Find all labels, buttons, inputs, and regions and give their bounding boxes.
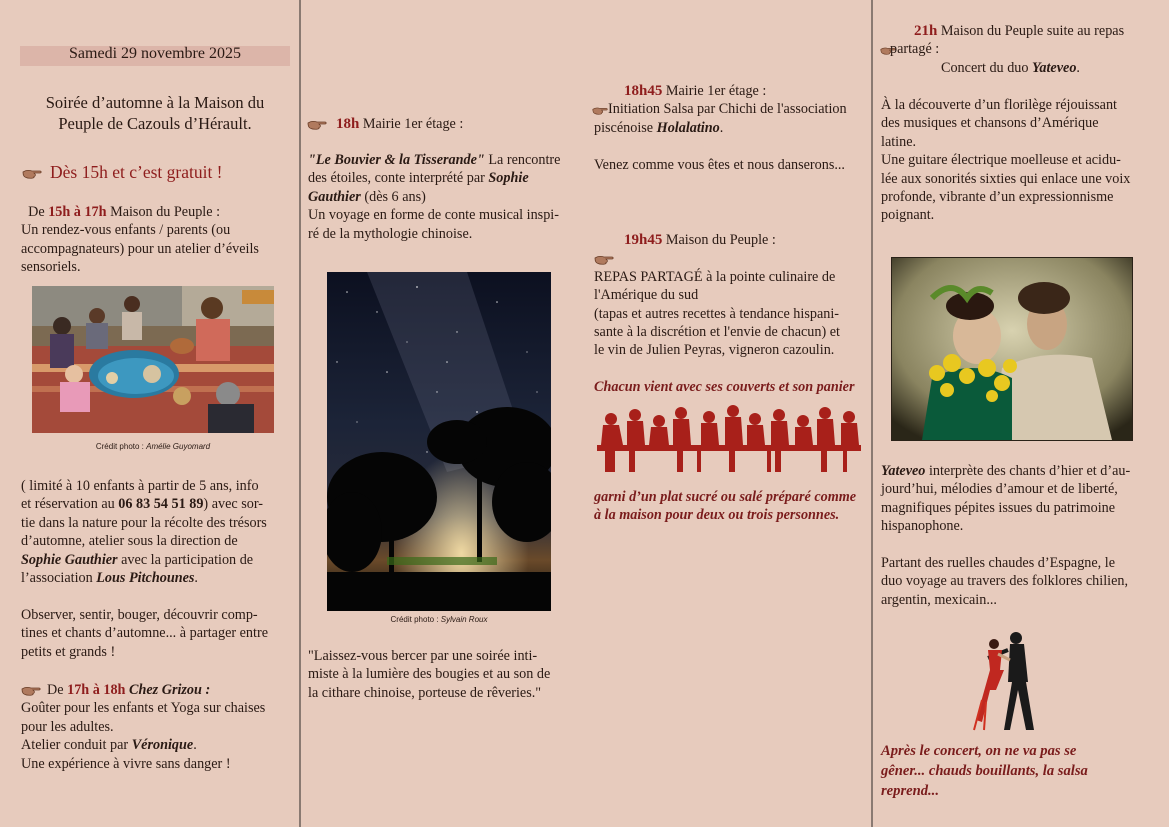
pointing-hand-icon	[594, 254, 614, 265]
tango-dancers-illustration	[968, 630, 1048, 732]
bring-cutlery: Chacun vient avec ses couverts et son panier	[594, 379, 855, 395]
block-journey: Partant des ruelles chaudes d’Espagne, le duo voyage au travers des folklores chilien, argentin, mexicain...	[881, 555, 1129, 608]
block-discovery: À la découverte d’un florilège réjouissant des musiques et chansons d’Amérique latine. Une guitare électrique moelleuse et acidu- lée aux sonorités sixties qui enlace une voix profonde, vibrante d’un expressionnisme poignant.	[881, 97, 1131, 224]
photo-yateveo-duo	[891, 257, 1133, 441]
pointing-hand-icon	[307, 119, 327, 130]
column-divider-1	[299, 0, 301, 827]
block-dish: garni d’un plat sucré ou salé préparé comme à la maison pour deux ou trois personnes.	[594, 489, 857, 524]
block-meal: 19h45 Maison du Peuple : REPAS PARTAGÉ à la pointe culinaire de l'Amérique du sud (tapas et autres recettes à tendance hispani- sante à la discrétion et l'envie de chacun) et le vin de Julien Peyras, vigneron cazoulin.	[594, 232, 840, 359]
pointing-hand-icon	[21, 685, 41, 696]
time-15h-17h: 15h à 17h	[48, 204, 107, 220]
free-headline	[22, 161, 223, 183]
pointing-hand-icon	[22, 168, 42, 179]
block-details: ( limité à 10 enfants à partir de 5 ans, info et réservation au 06 83 54 51 89) avec sor- tie dans la nature pour la récolte des trésors d’automne, atelier sous la direction de Sophie Gauthier avec la participation de l’association Lous Pitchounes.	[21, 478, 267, 587]
photo-starry-night	[327, 272, 551, 611]
block-18h-header: 18h Mairie 1er étage :	[307, 115, 463, 133]
photo-children-workshop	[32, 286, 274, 433]
photo-credit-1: Crédit photo : Amélie Guyomard	[95, 442, 211, 451]
event-title-line2: Peuple de Cazouls d’Hérault.	[58, 114, 252, 133]
phone-number: 06 83 54 51 89	[118, 496, 204, 513]
block-grizou: De 17h à 18h Chez Grizou : Goûter pour les enfants et Yoga sur chaises pour les adultes. Atelier conduit par Véronique. Une expérience à vivre sans danger !	[21, 682, 266, 772]
block-tale: "Le Bouvier & la Tisserande" La rencontre des étoiles, conte interprété par Sophie Gauthier (dès 6 ans) Un voyage en forme de conte musical inspi- ré de la mythologie chinoise.	[308, 152, 561, 242]
block-after-concert: Après le concert, on ne va pas se gêner... chauds bouillants, la salsa reprend...	[881, 743, 1088, 799]
block-observe: Observer, sentir, bouger, découvrir comp- tines et chants d’automne... à partager entre petits et grands !	[21, 607, 268, 660]
block-dance: Venez comme vous êtes et nous danserons...	[594, 157, 845, 173]
block-quote: "Laissez-vous bercer par une soirée inti- miste à la lumière des bougies et au son de la cithare chinoise, porteuse de rêveries."	[308, 648, 551, 701]
event-title	[20, 92, 290, 134]
block-workshop: De 15h à 17h Maison du Peuple : Un rendez-vous enfants / parents (ou accompagnateurs) pour un atelier d’éveils sensoriels.	[21, 204, 259, 276]
column-divider-2	[871, 0, 873, 827]
pointing-hand-icon	[592, 105, 608, 116]
block-salsa: 18h45 Mairie 1er étage : Initiation Salsa par Chichi de l'association piscénoise Holalatino.	[594, 83, 847, 136]
event-title-line1: Soirée d’automne à la Maison du	[45, 93, 265, 112]
date-text: Samedi 29 novembre 2025	[69, 45, 241, 62]
free-headline-text: Dès 15h et c’est gratuit !	[50, 162, 223, 182]
block-concert: 21h Maison du Peuple suite au repas partagé : Concert du duo Yateveo.	[880, 22, 1155, 77]
photo-credit-2: Crédit photo : Sylvain Roux	[390, 615, 488, 624]
block-yateveo: Yateveo interprète des chants d’hier et d’au- jourd’hui, mélodies d’amour et de liberté, magnifiques pépites issues du patrimoine hispanophone.	[881, 463, 1131, 535]
shared-meal-illustration	[597, 405, 861, 472]
